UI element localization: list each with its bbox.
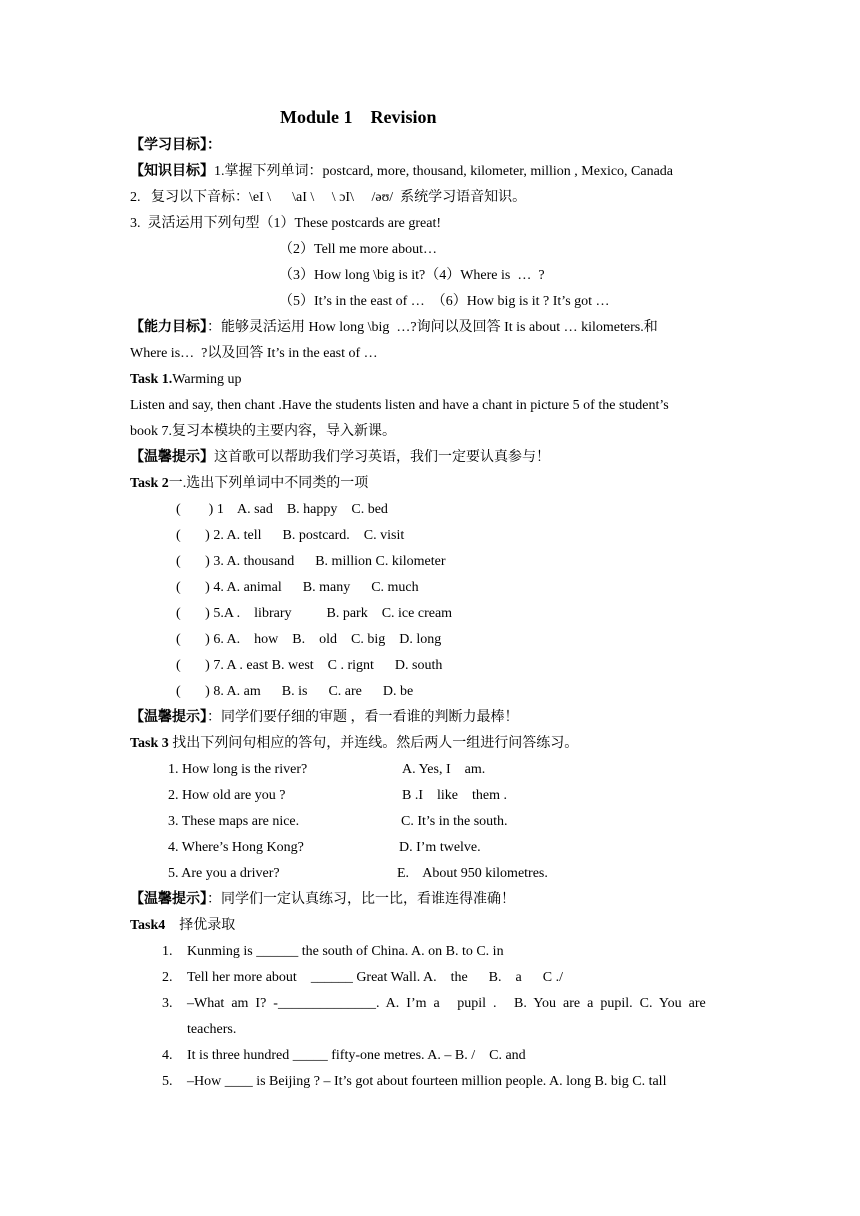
tip-1-text: 这首歌可以帮助我们学习英语，我们一定要认真参与！ <box>214 450 550 465</box>
tip-1-label: 【温馨提示】 <box>130 450 214 465</box>
knowledge-goal-line-5: （3）How long \big is it?（4）Where is … ? <box>279 268 545 283</box>
goals-header: 【学习目标】： <box>130 138 221 153</box>
knowledge-goal-text: 1.掌握下列单词：postcard, more, thousand, kilometer, million , Mexico, Canada <box>214 164 674 179</box>
task2-heading <box>130 475 368 493</box>
task3-answer: B .I like them . <box>402 788 507 803</box>
tip-2 <box>130 709 519 727</box>
task3-heading <box>130 735 578 753</box>
ability-goal-text: ：能够灵活运用 How long \big …?询问以及回答 It is about … kilometers.和 <box>207 320 658 335</box>
task4-item-text: –What am I? -______________. A. I’m a pupil . B. You are a pupil. C. You are <box>187 996 706 1011</box>
ability-goal-label: 【能力目标】 <box>130 320 207 335</box>
task4-item-text: –How ____ is Beijing ? – It’s got about fourteen million people. A. long B. big C. tall <box>187 1074 667 1089</box>
task3-question: 3. These maps are nice. <box>168 814 300 829</box>
task2-item: ( ) 2. A. tell B. postcard. C. visit <box>176 528 405 543</box>
task1-line-2: book 7.复习本模块的主要内容，导入新课。 <box>130 424 396 439</box>
knowledge-goal-line-3: 3. 灵活运用下列句型（1）These postcards are great! <box>130 216 442 231</box>
knowledge-goal-line-6: （5）It’s in the east of … （6）How big is it ? It’s got … <box>279 294 610 309</box>
task4-item-number: 3. <box>162 996 173 1011</box>
task1-label: Task 1. <box>130 372 173 387</box>
task4-item-text: teachers. <box>187 1022 237 1037</box>
task4-item-number: 4. <box>162 1048 173 1063</box>
ability-goal-line-2: Where is… ?以及回答 It’s in the east of … <box>130 346 378 361</box>
task3-question: 4. Where’s Hong Kong? <box>168 840 304 855</box>
task3-question: 5. Are you a driver? <box>168 866 280 881</box>
task2-title: 一.选出下列单词中不同类的一项 <box>168 476 369 491</box>
tip-2-label: 【温馨提示】 <box>130 710 207 725</box>
task3-title: 找出下列问句相应的答句，并连线。然后两人一组进行问答练习。 <box>168 736 579 751</box>
task2-item: ( ) 4. A. animal B. many C. much <box>176 580 419 595</box>
tip-3 <box>130 891 515 909</box>
task2-item: ( ) 1 A. sad B. happy C. bed <box>176 502 388 517</box>
task4-item-text: Kunming is ______ the south of China. A. on B. to C. in <box>187 944 504 959</box>
knowledge-goal-line-4: （2）Tell me more about… <box>279 242 438 257</box>
task4-title: 择优录取 <box>165 918 236 933</box>
task2-item: ( ) 7. A . east B. west C . rignt D. south <box>176 658 443 673</box>
task3-answer: E. About 950 kilometres. <box>397 866 548 881</box>
page-title: Module 1 Revision <box>280 107 437 127</box>
task3-question: 2. How old are you ? <box>168 788 286 803</box>
task4-item-text: Tell her more about ______ Great Wall. A. the B. a C ./ <box>187 970 563 985</box>
task3-answer: C. It’s in the south. <box>401 814 508 829</box>
task2-label: Task 2 <box>130 476 169 491</box>
task4-item-text: It is three hundred _____ fifty-one metres. A. – B. / C. and <box>187 1048 526 1063</box>
task1-heading <box>130 371 242 389</box>
tip-3-text: ：同学们一定认真练习，比一比，看谁连得准确！ <box>207 892 515 907</box>
task4-label: Task4 <box>130 918 166 933</box>
task4-heading <box>130 917 235 935</box>
ability-goal-line-1 <box>130 319 658 337</box>
task3-question: 1. How long is the river? <box>168 762 308 777</box>
task1-title: Warming up <box>172 372 242 387</box>
task3-label: Task 3 <box>130 736 169 751</box>
task4-item-number: 1. <box>162 944 173 959</box>
task2-item: ( ) 5.A . library B. park C. ice cream <box>176 606 453 621</box>
task3-answer: D. I’m twelve. <box>399 840 481 855</box>
task4-item-number: 2. <box>162 970 173 985</box>
knowledge-goal-line-1 <box>130 163 673 181</box>
tip-3-label: 【温馨提示】 <box>130 892 207 907</box>
tip-1 <box>130 449 550 467</box>
task2-item: ( ) 3. A. thousand B. million C. kilometer <box>176 554 446 569</box>
task3-answer: A. Yes, I am. <box>402 762 486 777</box>
knowledge-goal-line-2: 2. 复习以下音标：\eI \ \aI \ \ ɔI\ /əʊ/ 系统学习语音知识。 <box>130 190 527 205</box>
task4-item-number: 5. <box>162 1074 173 1089</box>
task2-item: ( ) 8. A. am B. is C. are D. be <box>176 684 414 699</box>
knowledge-goal-label: 【知识目标】 <box>130 164 214 179</box>
task1-line-1: Listen and say, then chant .Have the students listen and have a chant in picture 5 of the student’s <box>130 398 669 413</box>
task2-item: ( ) 6. A. how B. old C. big D. long <box>176 632 442 647</box>
tip-2-text: ：同学们要仔细的审题 ，看一看谁的判断力最棒！ <box>207 710 519 725</box>
